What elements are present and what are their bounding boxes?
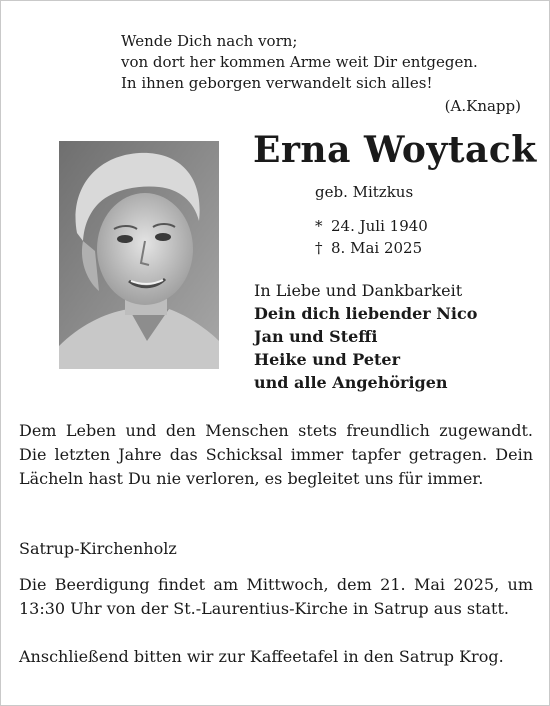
mourner-name: Jan und Steffi [254,327,378,346]
mourners-block [254,279,477,394]
funeral-details: Die Beerdigung findet am Mittwoch, dem 21. Mai 2025, um 13:30 Uhr von der St.-Laurentius-Kirche in Satrup aus statt. [19,575,533,618]
place-name: Satrup-Kirchenholz [19,539,177,558]
birth-date: 24. Juli 1940 [331,217,428,235]
poem-author: (A.Knapp) [444,97,521,115]
mourner-name: und alle Angehörigen [254,373,448,392]
birth-date-row [315,215,428,237]
birth-name: geb. Mitzkus [315,183,414,201]
poem-line-2: von dort her kommen Arme weit Dir entgegen. [121,53,478,71]
mourner-name: Dein dich liebender Nico [254,304,478,323]
life-dates [315,215,428,259]
portrait-photo [59,141,219,369]
tribute-text: Dem Leben und den Menschen stets freundlich zugewandt. Die letzten Jahre das Schicksal immer tapfer getragen. Dein Lächeln hast Du nie verloren, es begleitet uns für immer. [19,421,533,488]
birth-star-icon: * [315,217,323,235]
death-cross-icon: † [315,239,323,257]
deceased-name: Erna Woytack [253,129,537,171]
reception-details: Anschließend bitten wir zur Kaffeetafel in den Satrup Krog. [19,647,504,666]
poem-block [121,31,531,117]
death-date-row [315,237,428,259]
poem-line-1: Wende Dich nach vorn; [121,32,298,50]
death-date: 8. Mai 2025 [331,239,423,257]
mourners-intro: In Liebe und Dankbarkeit [254,281,463,300]
poem-line-3: In ihnen geborgen verwandelt sich alles! [121,74,433,92]
mourner-name: Heike und Peter [254,350,401,369]
